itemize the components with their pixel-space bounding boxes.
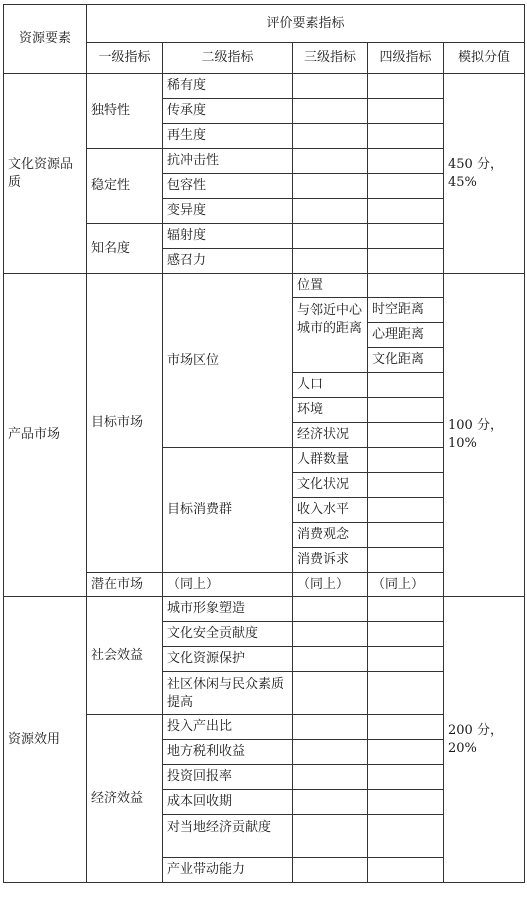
l2-market-location: 市场区位 [163, 274, 293, 448]
section-product-market: 产品市场 [4, 274, 87, 597]
l3-item: 经济状况 [293, 423, 368, 448]
l2-item: 抗冲击性 [163, 149, 293, 174]
l3-empty [293, 249, 368, 274]
l3-item: 位置 [293, 274, 368, 298]
l4-empty [368, 622, 444, 647]
l3-empty [293, 815, 368, 858]
score-resource-quality: 450 分，45% [444, 74, 525, 274]
l2-same-as-above: （同上） [163, 573, 293, 597]
l2-target-consumers: 目标消费群 [163, 448, 293, 573]
l4-empty [368, 672, 444, 715]
l3-item: 人群数量 [293, 448, 368, 473]
l3-empty [293, 765, 368, 790]
l4-empty [368, 373, 444, 398]
l4-empty [368, 398, 444, 423]
l4-empty [368, 597, 444, 622]
l4-empty [368, 224, 444, 249]
section-resource-utility: 资源效用 [4, 597, 87, 883]
l2-item: 地方税利收益 [163, 740, 293, 765]
evaluation-table-container [3, 4, 524, 883]
l1-stability: 稳定性 [87, 149, 163, 224]
l4-empty [368, 249, 444, 274]
l3-empty [293, 224, 368, 249]
l3-empty [293, 597, 368, 622]
l2-item: 对当地经济贡献度 [163, 815, 293, 858]
l2-item: 文化安全贡献度 [163, 622, 293, 647]
l3-empty [293, 199, 368, 224]
score-product-market: 100 分，10% [444, 274, 525, 597]
l4-empty [368, 199, 444, 224]
l4-empty [368, 790, 444, 815]
l3-empty [293, 715, 368, 740]
l3-item: 收入水平 [293, 498, 368, 523]
evaluation-index-table [3, 4, 525, 883]
l3-empty [293, 74, 368, 99]
header-score: 模拟分值 [444, 43, 525, 74]
l4-empty [368, 498, 444, 523]
l4-empty [368, 740, 444, 765]
l3-item: 环境 [293, 398, 368, 423]
l2-item: 包容性 [163, 174, 293, 199]
l4-same-as-above: （同上） [368, 573, 444, 597]
l4-empty [368, 715, 444, 740]
l4-empty [368, 523, 444, 548]
l3-same-as-above: （同上） [293, 573, 368, 597]
l2-item: 变异度 [163, 199, 293, 224]
l4-item: 时空距离 [368, 298, 444, 323]
l2-item: 辐射度 [163, 224, 293, 249]
l2-item: 投资回报率 [163, 765, 293, 790]
l4-item: 心理距离 [368, 323, 444, 348]
l3-empty [293, 99, 368, 124]
score-resource-utility: 200 分，20% [444, 597, 525, 883]
l1-social-benefit: 社会效益 [87, 597, 163, 715]
l3-item: 文化状况 [293, 473, 368, 498]
l4-empty [368, 858, 444, 883]
l3-empty [293, 740, 368, 765]
l4-empty [368, 423, 444, 448]
l4-empty [368, 548, 444, 573]
l3-empty [293, 858, 368, 883]
l4-empty [368, 124, 444, 149]
header-level2: 二级指标 [163, 43, 293, 74]
l3-empty [293, 622, 368, 647]
l4-empty [368, 647, 444, 672]
l4-empty [368, 274, 444, 298]
l3-empty [293, 124, 368, 149]
l2-item: 社区休闲与民众素质提高 [163, 672, 293, 715]
l3-empty [293, 672, 368, 715]
l2-item: 传承度 [163, 99, 293, 124]
l3-empty [293, 647, 368, 672]
header-level1: 一级指标 [87, 43, 163, 74]
header-level4: 四级指标 [368, 43, 444, 74]
l4-empty [368, 473, 444, 498]
l3-empty [293, 174, 368, 199]
l2-item: 感召力 [163, 249, 293, 274]
l2-item: 城市形象塑造 [163, 597, 293, 622]
l2-item: 稀有度 [163, 74, 293, 99]
l3-item: 消费诉求 [293, 548, 368, 573]
l2-item: 再生度 [163, 124, 293, 149]
l1-popularity: 知名度 [87, 224, 163, 274]
l3-empty [293, 149, 368, 174]
header-evaluation-indicators: 评价要素指标 [87, 5, 525, 43]
l2-item: 产业带动能力 [163, 858, 293, 883]
l2-item: 投入产出比 [163, 715, 293, 740]
l4-empty [368, 448, 444, 473]
l1-uniqueness: 独特性 [87, 74, 163, 149]
l2-item: 文化资源保护 [163, 647, 293, 672]
l4-item: 文化距离 [368, 348, 444, 373]
l4-empty [368, 99, 444, 124]
l3-item: 人口 [293, 373, 368, 398]
l4-empty [368, 74, 444, 99]
header-level3: 三级指标 [293, 43, 368, 74]
l4-empty [368, 765, 444, 790]
l4-empty [368, 174, 444, 199]
l1-target-market: 目标市场 [87, 274, 163, 573]
section-resource-quality: 文化资源品质 [4, 74, 87, 274]
header-resource-elements: 资源要素 [4, 5, 87, 74]
l1-economic-benefit: 经济效益 [87, 715, 163, 883]
l3-distance-to-city: 与邻近中心城市的距离 [293, 298, 368, 373]
l4-empty [368, 815, 444, 858]
l1-potential-market: 潜在市场 [87, 573, 163, 597]
l3-item: 消费观念 [293, 523, 368, 548]
l4-empty [368, 149, 444, 174]
l3-empty [293, 790, 368, 815]
l2-item: 成本回收期 [163, 790, 293, 815]
